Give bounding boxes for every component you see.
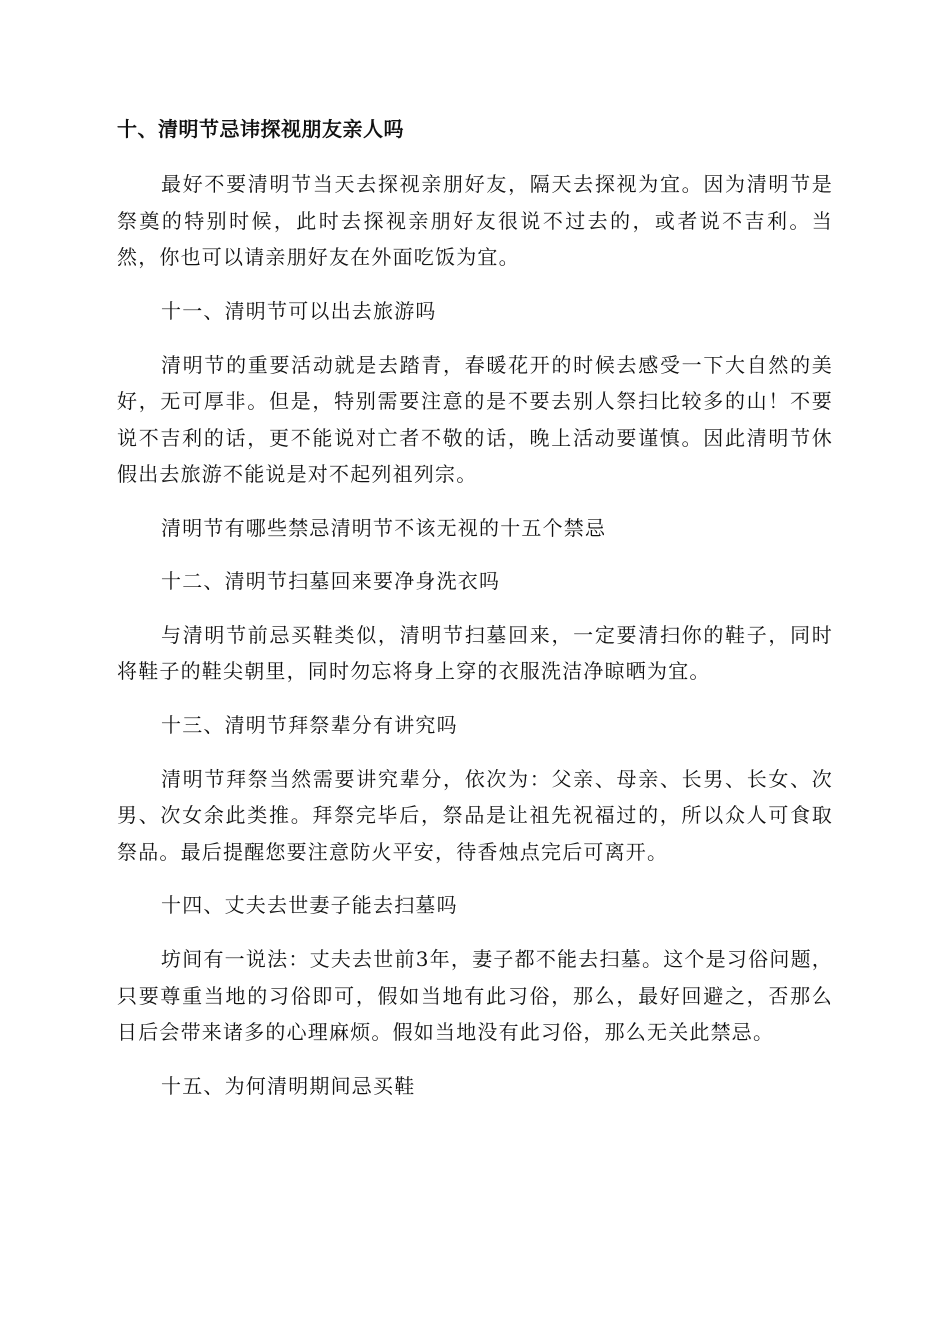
section-heading-11: 十一、清明节可以出去旅游吗 xyxy=(161,298,437,323)
document-body xyxy=(117,112,833,1122)
section-paragraph-14: 坊间有一说法：丈夫去世前3年，妻子都不能去扫墓。这个是习俗问题，只要尊重当地的习俗即可，假如当地有此习俗，那么，最好回避之，否那么日后会带来诸多的心理麻烦。假如当地没有此习俗，那么无关此禁忌。 xyxy=(117,947,833,1044)
section-paragraph-10: 最好不要清明节当天去探视亲朋好友，隔天去探视为宜。因为清明节是祭奠的特别时候，此时去探视亲朋好友很说不过去的，或者说不吉利。当然，你也可以请亲朋好友在外面吃饭为宜。 xyxy=(117,172,833,269)
section-heading-14: 十四、丈夫去世妻子能去扫墓吗 xyxy=(161,893,458,917)
section-heading-15: 十五、为何清明期间忌买鞋 xyxy=(161,1073,416,1098)
section-paragraph-13: 清明节拜祭当然需要讲究辈分，依次为：父亲、母亲、长男、长女、次男、次女余此类推。拜祭完毕后，祭品是让祖先祝福过的，所以众人可食取祭品。最后提醒您要注意防火平安，待香烛点完后可离开。 xyxy=(117,766,833,864)
interlude-title: 清明节有哪些禁忌清明节不该无视的十五个禁忌 xyxy=(161,515,607,540)
section-paragraph-12: 与清明节前忌买鞋类似，清明节扫墓回来，一定要清扫你的鞋子，同时将鞋子的鞋尖朝里，同时勿忘将身上穿的衣服洗洁净晾晒为宜。 xyxy=(117,622,833,683)
section-heading-10: 十、清明节忌讳探视朋友亲人吗 xyxy=(117,117,404,141)
section-heading-13: 十三、清明节拜祭辈分有讲究吗 xyxy=(161,712,458,737)
section-heading-12: 十二、清明节扫墓回来要净身洗衣吗 xyxy=(161,568,501,593)
section-paragraph-11: 清明节的重要活动就是去踏青，春暖花开的时候去感受一下大自然的美好，无可厚非。但是，特别需要注意的是不要去别人祭扫比较多的山！不要说不吉利的话，更不能说对亡者不敬的话，晚上活动要谨慎。因此清明节休假出去旅游不能说是对不起列祖列宗。 xyxy=(117,352,833,486)
